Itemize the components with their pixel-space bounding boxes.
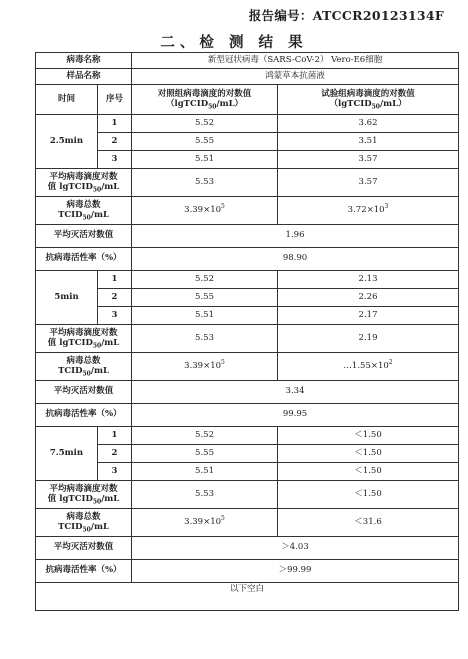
control-value: 5.55	[132, 289, 278, 307]
total-test	[278, 509, 459, 537]
seq-cell: 2	[98, 445, 132, 463]
sample-label: 样品名称	[36, 69, 132, 85]
avg-control: 5.53	[132, 325, 278, 353]
antiviral-rate-label: 抗病毒活性率（%）	[36, 560, 132, 583]
avg-test: ＜1.50	[278, 481, 459, 509]
time-cell: 7.5min	[36, 427, 98, 481]
test-value: ＜1.50	[278, 463, 459, 481]
total-virus-label-line2: TCID	[58, 365, 83, 376]
seq-cell: 3	[98, 463, 132, 481]
control-value: 5.55	[132, 133, 278, 151]
total-virus-row	[36, 197, 459, 225]
footer-note: 以下空白	[36, 583, 459, 611]
header-test-line1: 试验组病毒滴度的对数值	[321, 88, 415, 99]
control-value: 5.51	[132, 463, 278, 481]
antiviral-rate-value: 99.95	[132, 404, 459, 427]
avg-titer-label-tail: /mL	[101, 493, 120, 504]
header-test	[278, 85, 459, 115]
total-test-exp: 2	[388, 358, 393, 366]
avg-inactivation-label: 平均灭活对数值	[36, 537, 132, 560]
time-cell: 2.5min	[36, 115, 98, 169]
seq-cell: 2	[98, 289, 132, 307]
time-cell: 5min	[36, 271, 98, 325]
total-control	[132, 197, 278, 225]
total-control-exp: 5	[221, 514, 225, 522]
avg-test: 2.19	[278, 325, 459, 353]
total-control-base: 3.39×10	[184, 204, 222, 215]
report-number: 报告编号：ATCCR20123134F	[248, 8, 444, 23]
avg-titer-label-line1: 平均病毒滴度对数	[49, 327, 118, 338]
seq-cell: 2	[98, 133, 132, 151]
avg-inactivation-row	[36, 537, 459, 560]
header-control	[132, 85, 278, 115]
section-title: 二、检 测 结 果	[160, 34, 308, 51]
total-virus-label-line1: 病毒总数	[66, 199, 101, 210]
header-test-sub: 50	[371, 103, 380, 111]
total-virus-label-sub: 50	[82, 214, 91, 222]
seq-cell: 3	[98, 307, 132, 325]
total-control-base: 3.39×10	[184, 360, 222, 371]
avg-titer-label-line2: 值 lgTCID	[47, 181, 93, 192]
avg-titer-label	[36, 169, 132, 197]
header-control-sub: 50	[208, 103, 217, 111]
total-virus-label-sub: 50	[82, 370, 91, 378]
header-test-tail: /mL）	[379, 98, 407, 109]
total-virus-row	[36, 353, 459, 381]
total-control	[132, 353, 278, 381]
seq-cell: 1	[98, 115, 132, 133]
header-control-tail: /mL）	[216, 98, 244, 109]
data-row	[36, 271, 459, 289]
total-virus-label-line2: TCID	[58, 521, 83, 532]
antiviral-rate-row	[36, 560, 459, 583]
test-value: ＜1.50	[278, 427, 459, 445]
virus-value: 新型冠状病毒（SARS-CoV-2） Vero-E6细胞	[132, 53, 459, 69]
test-value: ＜1.50	[278, 445, 459, 463]
virus-row	[36, 53, 459, 69]
avg-titer-label-line2: 值 lgTCID	[47, 493, 93, 504]
avg-inactivation-row	[36, 225, 459, 248]
avg-control: 5.53	[132, 169, 278, 197]
control-value: 5.51	[132, 151, 278, 169]
results-table	[35, 52, 459, 611]
avg-titer-label-tail: /mL	[101, 337, 120, 348]
total-virus-label-tail: /mL	[90, 365, 109, 376]
avg-inactivation-row	[36, 381, 459, 404]
avg-titer-row	[36, 325, 459, 353]
test-value: 2.26	[278, 289, 459, 307]
avg-inactivation-label: 平均灭活对数值	[36, 381, 132, 404]
data-row	[36, 289, 459, 307]
avg-titer-label-sub: 50	[92, 186, 102, 194]
antiviral-rate-row	[36, 248, 459, 271]
header-control-line2: （lgTCID	[165, 98, 209, 109]
sample-value: 鸿蒙草本抗菌液	[132, 69, 459, 85]
total-virus-label	[36, 353, 132, 381]
avg-titer-label-line2: 值 lgTCID	[47, 337, 93, 348]
avg-titer-label-line1: 平均病毒滴度对数	[49, 483, 118, 494]
total-test-base: …1.55×10	[343, 360, 389, 371]
data-row	[36, 463, 459, 481]
total-control-base: 3.39×10	[184, 516, 222, 527]
total-test	[278, 353, 459, 381]
test-value: 2.13	[278, 271, 459, 289]
control-value: 5.52	[132, 427, 278, 445]
sample-row	[36, 69, 459, 85]
header-row	[36, 85, 459, 115]
total-control-exp: 5	[221, 202, 225, 210]
avg-titer-label-sub: 50	[92, 498, 102, 506]
test-value: 2.17	[278, 307, 459, 325]
header-test-line2: （lgTCID	[329, 98, 372, 109]
total-virus-label-tail: /mL	[90, 209, 109, 220]
header-seq: 序号	[98, 85, 132, 115]
total-test	[278, 197, 459, 225]
control-value: 5.51	[132, 307, 278, 325]
total-test-base: 3.72×10	[347, 204, 385, 215]
antiviral-rate-label: 抗病毒活性率（%）	[36, 404, 132, 427]
total-virus-label	[36, 197, 132, 225]
data-row	[36, 151, 459, 169]
avg-inactivation-label: 平均灭活对数值	[36, 225, 132, 248]
test-value: 3.51	[278, 133, 459, 151]
data-row	[36, 445, 459, 463]
total-control	[132, 509, 278, 537]
seq-cell: 1	[98, 271, 132, 289]
antiviral-rate-label: 抗病毒活性率（%）	[36, 248, 132, 271]
avg-inactivation-value: ＞4.03	[132, 537, 459, 560]
data-row	[36, 133, 459, 151]
avg-titer-row	[36, 169, 459, 197]
data-row	[36, 307, 459, 325]
avg-titer-label-tail: /mL	[101, 181, 120, 192]
total-virus-label-line2: TCID	[58, 209, 83, 220]
avg-titer-label	[36, 481, 132, 509]
total-test-base: ＜31.6	[354, 516, 382, 527]
data-row	[36, 427, 459, 445]
antiviral-rate-value: ＞99.99	[132, 560, 459, 583]
avg-inactivation-value: 3.34	[132, 381, 459, 404]
total-virus-label	[36, 509, 132, 537]
control-value: 5.55	[132, 445, 278, 463]
total-virus-label-tail: /mL	[90, 521, 109, 532]
avg-control: 5.53	[132, 481, 278, 509]
test-value: 3.57	[278, 151, 459, 169]
total-virus-label-line1: 病毒总数	[66, 355, 101, 366]
total-control-exp: 5	[221, 358, 225, 366]
virus-label: 病毒名称	[36, 53, 132, 69]
header-time: 时间	[36, 85, 98, 115]
avg-titer-label-line1: 平均病毒滴度对数	[49, 171, 118, 182]
control-value: 5.52	[132, 271, 278, 289]
header-control-line1: 对照组病毒滴度的对数值	[157, 88, 252, 99]
total-test-exp: 3	[384, 202, 389, 210]
antiviral-rate-value: 98.90	[132, 248, 459, 271]
seq-cell: 3	[98, 151, 132, 169]
antiviral-rate-row	[36, 404, 459, 427]
seq-cell: 1	[98, 427, 132, 445]
total-virus-label-sub: 50	[82, 526, 91, 534]
total-virus-row	[36, 509, 459, 537]
avg-titer-label-sub: 50	[92, 342, 102, 350]
control-value: 5.52	[132, 115, 278, 133]
avg-test: 3.57	[278, 169, 459, 197]
data-row	[36, 115, 459, 133]
test-value: 3.62	[278, 115, 459, 133]
avg-inactivation-value: 1.96	[132, 225, 459, 248]
total-virus-label-line1: 病毒总数	[66, 511, 101, 522]
avg-titer-row	[36, 481, 459, 509]
avg-titer-label	[36, 325, 132, 353]
footer-row	[36, 583, 459, 611]
